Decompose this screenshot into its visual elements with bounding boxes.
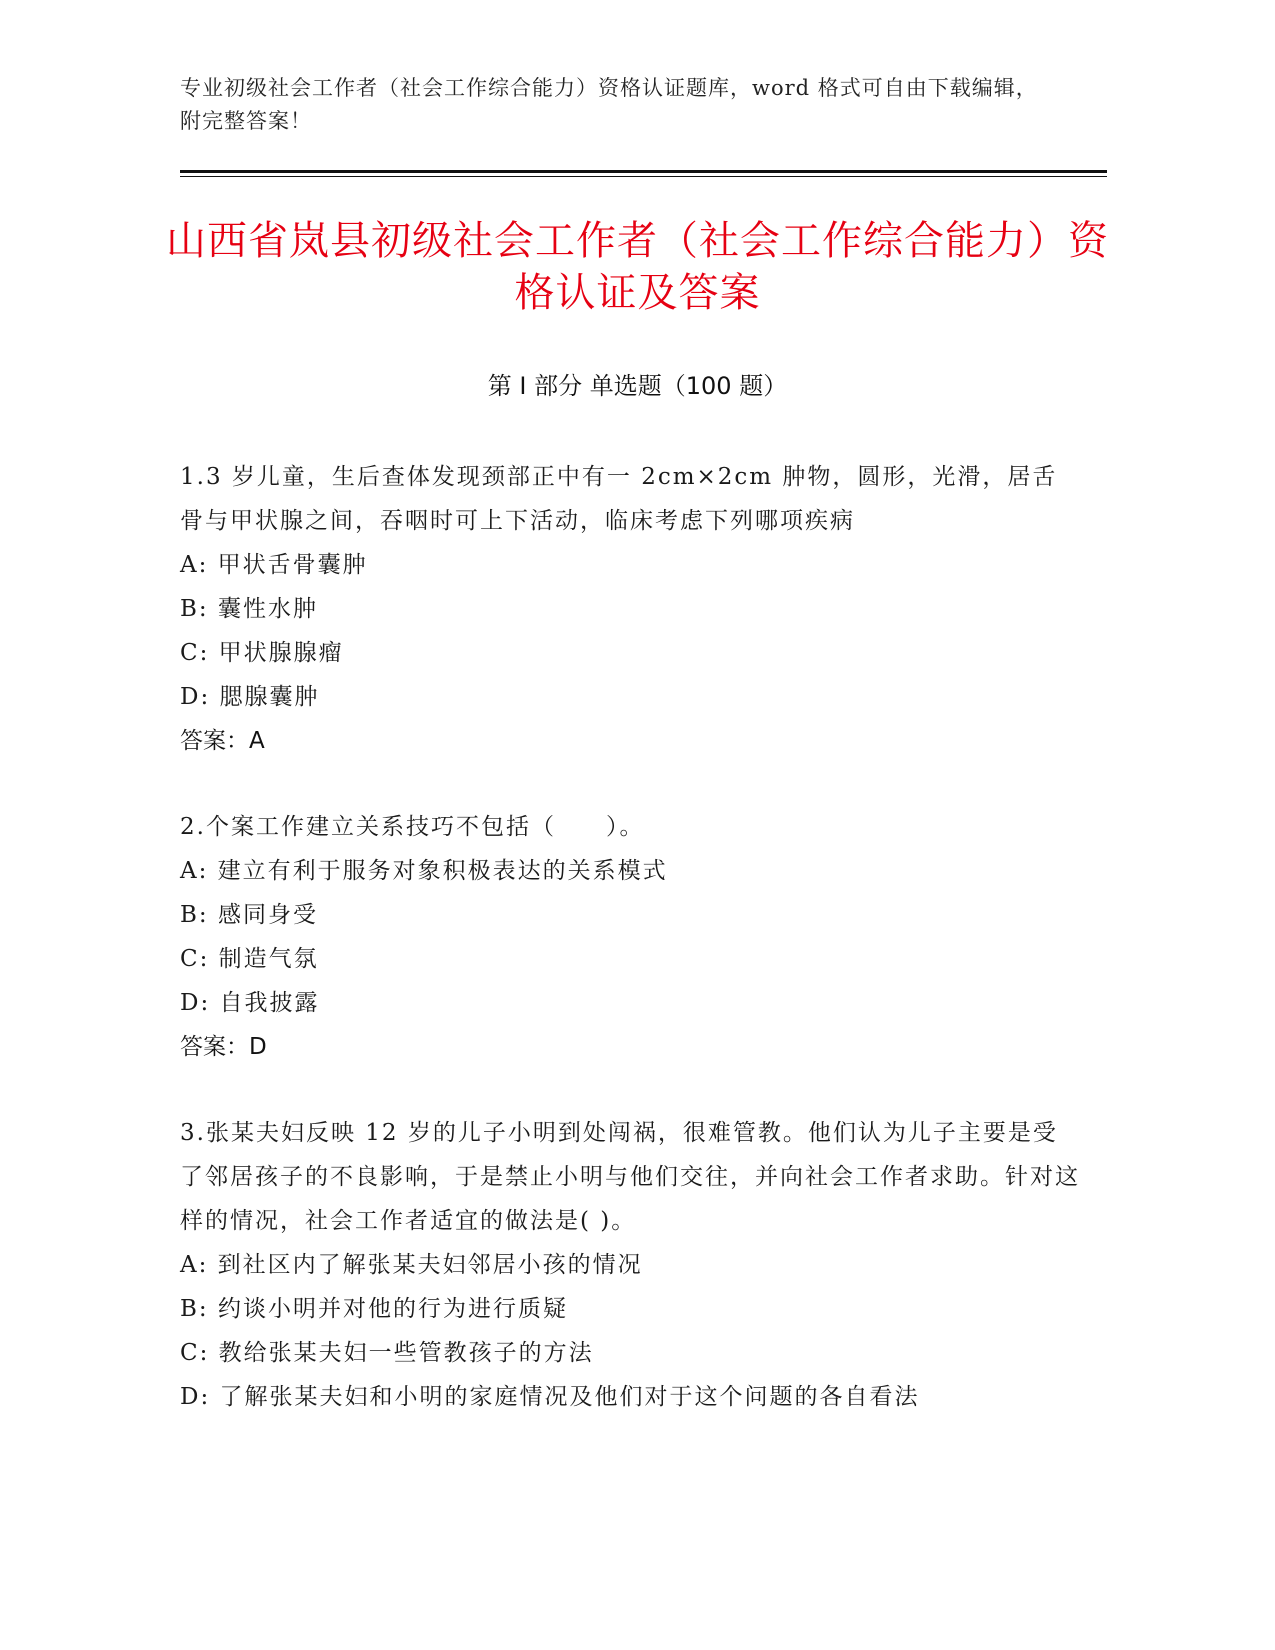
question-stem: 3.张某夫妇反映 12 岁的儿子小明到处闯祸，很难管教。他们认为儿子主要是受了邻居孩子的不良影响，于是禁止小明与他们交往，并向社会工作者求助。针对这样的情况，社会工作者适宜的做法是( )。 [180, 1120, 1080, 1234]
option-a: A: 甲状舌骨囊肿 [180, 552, 368, 578]
option-d: D: 腮腺囊肿 [180, 684, 320, 710]
question-stem: 2.个案工作建立关系技巧不包括（ ）。 [180, 814, 645, 840]
option-b: B: 感同身受 [180, 902, 318, 928]
option-b: B: 囊性水肿 [180, 596, 318, 622]
section-title: 第 I 部分 单选题（100 题） [487, 372, 788, 400]
option-c: C: 教给张某夫妇一些管教孩子的方法 [180, 1340, 594, 1366]
answer: 答案：D [180, 1034, 267, 1060]
option-d: D: 了解张某夫妇和小明的家庭情况及他们对于这个问题的各自看法 [180, 1384, 920, 1410]
question-2 [180, 805, 1080, 1069]
question-3 [180, 1111, 1080, 1419]
header-note: 专业初级社会工作者（社会工作综合能力）资格认证题库，word 格式可自由下载编辑，附完整答案！ [180, 76, 1038, 133]
answer: 答案：A [180, 728, 265, 754]
option-c: C: 制造气氛 [180, 946, 319, 972]
question-1 [180, 455, 1080, 763]
header-divider-thin [180, 176, 1107, 177]
document-title: 山西省岚县初级社会工作者（社会工作综合能力）资格认证及答案 [166, 218, 1109, 316]
question-stem: 1.3 岁儿童，生后查体发现颈部正中有一 2cm×2cm 肿物，圆形，光滑，居舌骨与甲状腺之间，吞咽时可上下活动，临床考虑下列哪项疾病 [180, 464, 1058, 534]
option-a: A: 到社区内了解张某夫妇邻居小孩的情况 [180, 1252, 643, 1278]
option-d: D: 自我披露 [180, 990, 320, 1016]
option-c: C: 甲状腺腺瘤 [180, 640, 344, 666]
question-list [180, 455, 1080, 1461]
option-b: B: 约谈小明并对他的行为进行质疑 [180, 1296, 568, 1322]
header-divider-thick [180, 170, 1107, 173]
option-a: A: 建立有利于服务对象积极表达的关系模式 [180, 858, 668, 884]
